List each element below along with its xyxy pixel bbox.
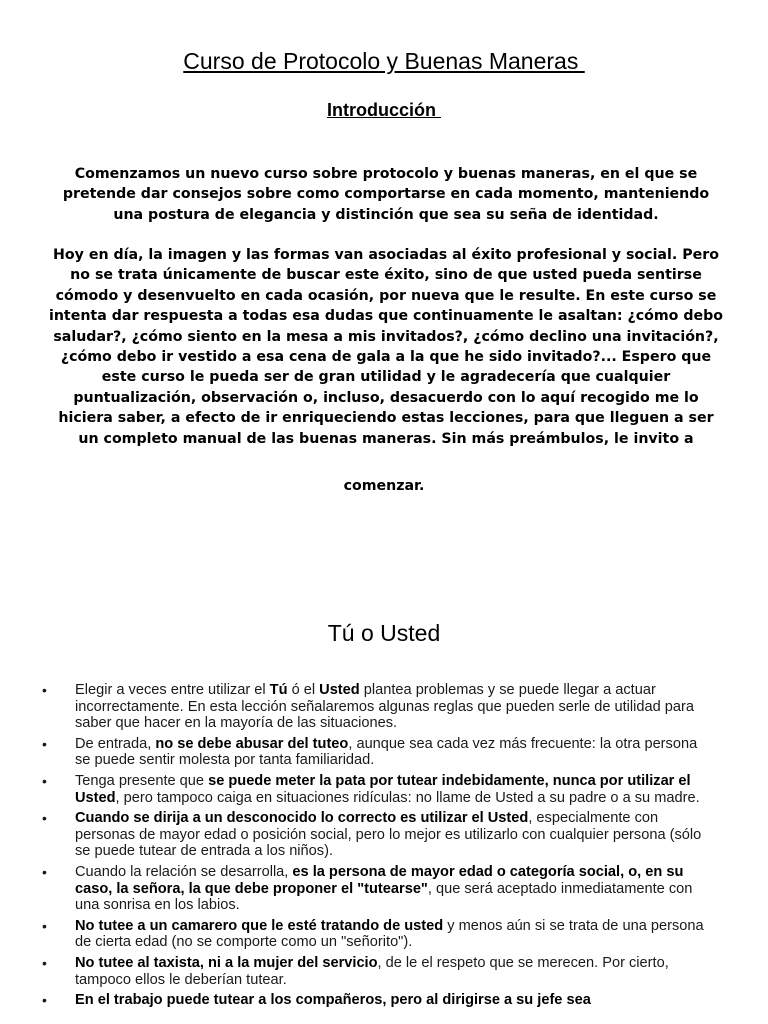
rule-text: De entrada,	[75, 735, 156, 752]
rule-emphasis: En el trabajo puede tutear a los compañeros, pero al dirigirse a su jefe sea	[75, 992, 591, 1009]
bullet-icon: •	[42, 992, 47, 1009]
introduction-heading: Introducción	[327, 100, 441, 120]
rule-emphasis: se puede meter la pata por tutear indebidamente, nunca por utilizar el Usted	[75, 772, 691, 806]
intro-paragraph-3: comenzar.	[343, 478, 425, 494]
bullet-icon: •	[42, 682, 47, 698]
rule-emphasis: Cuando se dirija a un desconocido lo correcto es utilizar el Usted	[75, 810, 529, 827]
bullet-icon: •	[42, 954, 47, 971]
rule-emphasis: no se debe abusar del tuteo	[155, 735, 349, 752]
rule-text: Tenga presente que	[75, 772, 209, 789]
bullet-icon: •	[42, 735, 47, 752]
section-title: Tú o Usted	[327, 620, 441, 646]
rule-emphasis: Usted	[319, 682, 360, 698]
bullet-icon: •	[42, 772, 47, 789]
rule-text: , que será aceptado inmediatamente con una sonrisa en los labios.	[75, 880, 693, 914]
list-item	[0, 918, 768, 951]
intro-paragraph-1: Comenzamos un nuevo curso sobre protocolo y buenas maneras, en el que se pretende dar consejos sobre como comportarse en cada momento, manteniendo una postura de elegancia y distinción que sea su seña de identidad.	[62, 166, 710, 223]
intro-paragraph-2: Hoy en día, la imagen y las formas van asociadas al éxito profesional y social. Pero no se trata únicamente de buscar este éxito, sino de que usted pueda sentirse cómodo y desenvuelto en cada ocasión, por nueva que le resulte. En este curso se intenta dar respuesta a todas esa dudas que continuamente le asaltan: ¿cómo debo saludar?, ¿cómo siento en la mesa a mis invitados?, ¿cómo declino una invitación?, ¿cómo debo ir vestido a esa cena de gala a la que he sido invitado?... Espero que este curso le pueda ser de gran utilidad y le agradecería que cualquier puntualización, observación o, incluso, desacuerdo con lo aquí recogido me lo hiciera saber, a efecto de ir enriqueciendo estas lecciones, para que lleguen a ser un completo manual de las buenas maneras. Sin más preámbulos, le invito a	[48, 247, 724, 447]
rule-text: plantea problemas y se puede llegar a actuar incorrectamente. En esta lección señalaremos algunas reglas que pueden serle de utilidad para saber que hacer en la mayoría de las situaciones.	[75, 682, 694, 732]
rule-text: , especialmente con personas de mayor edad o posición social, pero lo mejor es utilizarlo con cualquier persona (sólo se puede tutear de entrada a los niños).	[75, 810, 702, 860]
list-item	[0, 992, 768, 1009]
rule-text: , aunque sea cada vez más frecuente: la otra persona se puede sentir molesta por tanta familiaridad.	[75, 735, 698, 769]
bullet-icon: •	[42, 863, 47, 880]
list-item	[0, 682, 768, 732]
list-item	[0, 810, 768, 860]
rule-text: ó el	[287, 682, 320, 698]
rule-emphasis: Tú	[269, 682, 288, 698]
rule-text: Cuando la relación se desarrolla,	[75, 863, 293, 880]
document-title: Curso de Protocolo y Buenas Maneras	[183, 48, 585, 74]
rule-emphasis: No tutee a un camarero que le esté tratando de usted	[75, 917, 444, 934]
rule-emphasis: No tutee al taxista, ni a la mujer del servicio	[75, 954, 378, 971]
rule-emphasis: es la persona de mayor edad o categoría social, o, en su caso, la señora, la que debe proponer el "tutearse"	[75, 863, 684, 897]
list-item	[0, 955, 768, 988]
rules-list	[0, 682, 768, 1013]
list-item	[0, 773, 768, 806]
list-item	[0, 864, 768, 914]
bullet-icon: •	[42, 917, 47, 934]
rule-text: Elegir a veces entre utilizar el	[75, 682, 270, 698]
rule-text: , pero tampoco caiga en situaciones ridículas: no llame de Usted a su padre o a su madre.	[115, 789, 700, 806]
rule-text: y menos aún si se trata de una persona de cierta edad (no se comporte como un "señorito").	[75, 917, 704, 951]
list-item	[0, 736, 768, 769]
bullet-icon: •	[42, 810, 47, 827]
rule-text: , de le el respeto que se merecen. Por cierto, tampoco ellos le deberían tutear.	[75, 954, 669, 988]
